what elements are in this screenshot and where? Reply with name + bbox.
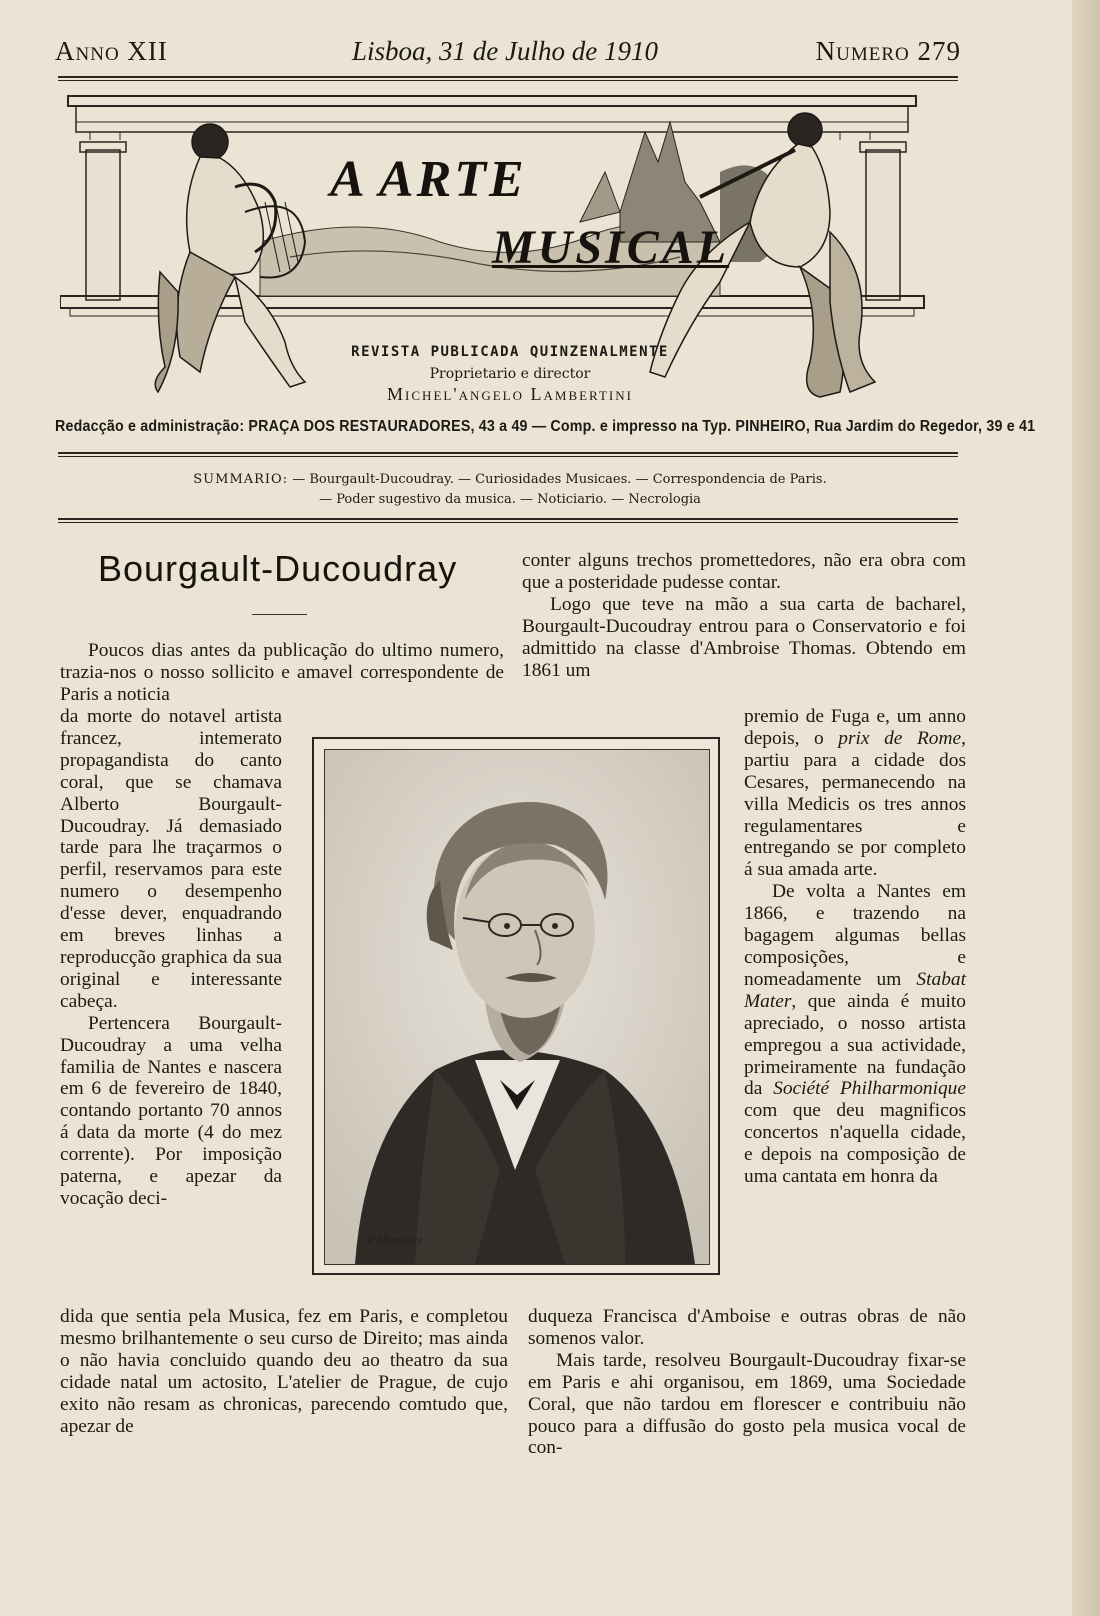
article-title: Bourgault-Ducoudray [98,548,458,589]
summary-contents-1: — Bourgault-Ducoudray. — Curiosidades Musicaes. — Correspondencia de Paris. [292,472,827,487]
article-right-column-bottom [528,1306,966,1459]
summary-line-1 [60,470,960,490]
paragraph: Mais tarde, resolveu Bourgault-Ducoudray fixar-se em Paris e ahi organisou, em 1869, uma Sociedade Coral, que não tardou em florescer e contribuiu não pouco para a diffusão do gosto pela musica vocal de con- [528,1349,966,1459]
portrait-signature: P.Marques [367,1232,423,1247]
page-edge [1072,0,1100,1616]
masthead-title-line2: MUSICAL [492,221,730,274]
text-run: , que ainda é muito apreciado, o nosso artista empregou a sua actividade, primeiramente na fundação da [744,990,966,1100]
paragraph [744,881,966,1188]
summary-rule-bottom [58,518,958,520]
paragraph: duqueza Francisca d'Amboise e outras obras de não somenos valor. [528,1306,966,1349]
emphasis-societe-philharmonique: Société Philharmonique [773,1078,966,1100]
article-left-column-bottom [60,1306,508,1437]
paragraph: Logo que teve na mão a sua carta de bacharel, Bourgault-Ducoudray entrou para o Conservatorio e foi admittido na classe d'Ambroise Thomas. Obtendo em 1861 um [522,593,966,681]
masthead-address: Redacção e administração: PRAÇA DOS RESTAURADORES, 43 a 49 — Comp. e impresso na Typ. PINHEIRO, Rua Jardim do Regedor, 39 e 41 [55,418,1036,435]
issue-number: Numero 279 [815,36,961,66]
masthead-subtitle: REVISTA PUBLICADA QUINZENALMENTE [351,344,669,360]
issue-header [55,36,961,76]
paragraph: dida que sentia pela Musica, fez em Paris, e completou mesmo brilhantemente o seu curso de Direito; mas ainda o não havia concluido quando deu ao theatro da sua cidade natal um actosito, L'atelier de Prague, de cujo exito não resam as chronicas, parecendo comtudo que, apezar de [60,1306,508,1437]
issue-year: Anno XII [55,36,168,66]
text-run: De volta a Nantes em 1866, e trazendo na bagagem algumas bellas composições, e nomeadamente um [744,881,966,990]
emphasis-stabat-mater: Stabat Mater [744,968,966,1012]
header-rule-thin [58,80,958,81]
text-run: com que deu magnificos concertos n'aquella cidade, e depois na composição de uma cantata em honra da [744,1100,966,1188]
masthead [60,92,952,412]
masthead-owner-label: Proprietario e director [429,366,591,382]
masthead-title-line1: A ARTE [330,151,527,208]
summary-rule-bottom-thin [58,522,958,523]
paragraph: da morte do notavel artista francez, intemerato propagandista do canto coral, que se chamava Alberto Bourgault-Ducoudray. Já demasiado tarde para lhe traçarmos o perfil, reservamos para este numero o desempenho d'esse dever, enquadrando em breves linhas a reproducção graphica da sua original e interessante cabeça. [60,706,282,1012]
paragraph: conter alguns trechos promettedores, não era obra com que a posteridade pudesse contar. [522,550,966,593]
paragraph: Pertencera Bourgault-Ducoudray a uma velha familia de Nantes e nascera em 6 de fevereiro de 1840, contando portanto 70 annos á data da morte (4 do mez corrente). Por imposição paterna, e apezar da vocação deci- [60,1012,282,1209]
article-right-column-top [522,550,966,681]
summary [60,470,960,510]
article-left-column-narrow [60,706,282,1210]
summary-rule-top [58,452,958,454]
portrait-illustration [325,750,709,1264]
header-rule [58,76,958,78]
paragraph [744,706,966,881]
portrait-photo [324,749,710,1265]
article-right-column-narrow [744,706,966,1188]
article-left-column-top [60,640,504,706]
text-run: , partiu para a cidade dos Cesares, permanecendo na villa Medicis os tres annos regulamentares e entregando se por completo á sua amada arte. [744,727,966,881]
summary-rule-top-thin [58,456,958,457]
emphasis-prix-de-rome: prix de Rome [838,727,962,749]
paragraph: Poucos dias antes da publicação do ultimo numero, trazia-nos o nosso sollicito e amavel correspondente de Paris a noticia [60,640,504,705]
summary-label: SUMMARIO: [193,472,289,487]
masthead-director: Michel'angelo Lambertini [387,384,633,404]
portrait-frame [312,737,720,1275]
summary-line-2: — Poder sugestivo da musica. — Noticiario. — Necrologia [319,492,701,507]
issue-date: Lisboa, 31 de Julho de 1910 [352,36,658,66]
title-ornament-rule [252,614,307,615]
text-run: premio de Fuga e, um anno depois, o [744,706,966,749]
